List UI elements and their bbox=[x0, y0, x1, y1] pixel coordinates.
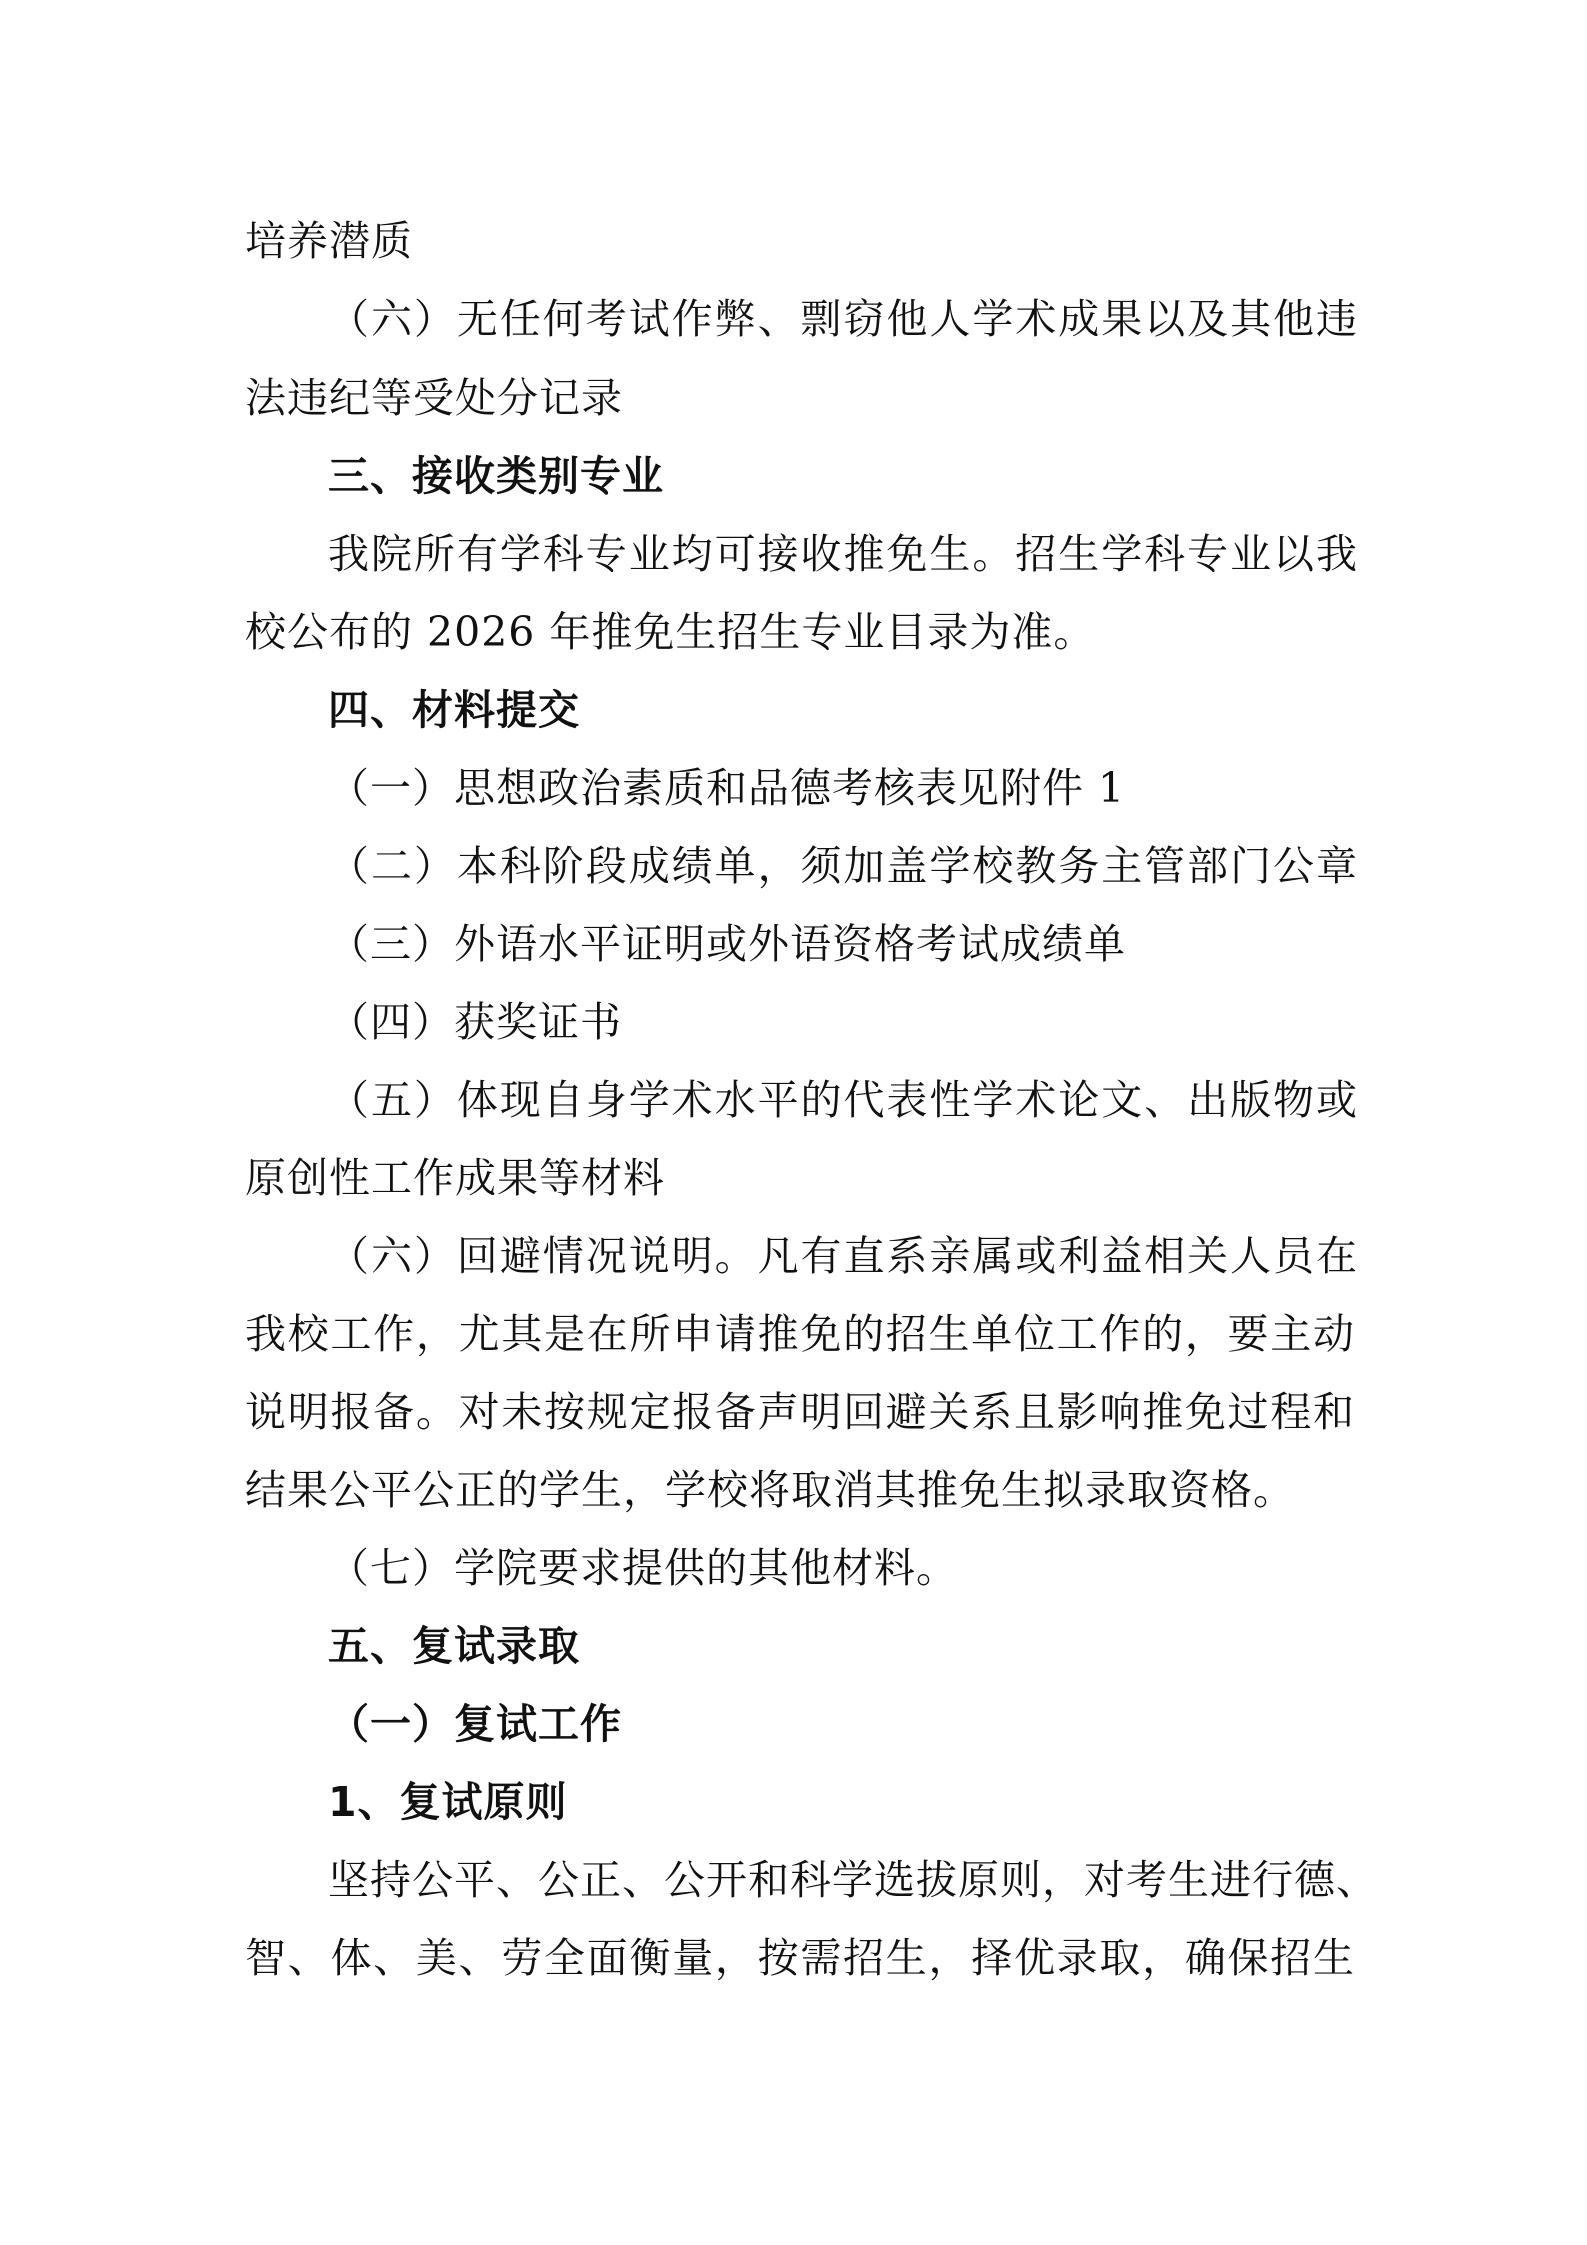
list-item: （一）思想政治素质和品德考核表见附件 1 bbox=[328, 764, 1126, 812]
list-item: （七）学院要求提供的其他材料。 bbox=[328, 1544, 958, 1592]
list-item: （六）回避情况说明。凡有直系亲属或利益相关人员在 bbox=[328, 1232, 1358, 1280]
text-line: 校公布的 2026 年推免生招生专业目录为准。 bbox=[245, 608, 1096, 656]
list-item: （五）体现自身学术水平的代表性学术论文、出版物或 bbox=[328, 1076, 1358, 1124]
subsection-heading: 1、复试原则 bbox=[328, 1778, 568, 1826]
section-heading: 五、复试录取 bbox=[328, 1622, 580, 1670]
text-line: 结果公平公正的学生，学校将取消其推免生拟录取资格。 bbox=[245, 1466, 1295, 1514]
text-line: 说明报备。对未按规定报备声明回避关系且影响推免过程和 bbox=[245, 1388, 1355, 1436]
text-line: 智、体、美、劳全面衡量，按需招生，择优录取，确保招生 bbox=[245, 1934, 1355, 1982]
text-line: 培养潜质 bbox=[245, 217, 413, 265]
text-line: 坚持公平、公正、公开和科学选拔原则，对考生进行德、 bbox=[328, 1856, 1378, 1904]
text-line: 法违纪等受处分记录 bbox=[245, 374, 623, 422]
list-item: （二）本科阶段成绩单，须加盖学校教务主管部门公章 bbox=[328, 842, 1358, 890]
text-line: 我校工作，尤其是在所申请推免的招生单位工作的，要主动 bbox=[245, 1310, 1355, 1358]
subsection-heading: （一）复试工作 bbox=[328, 1700, 622, 1748]
text-line: 原创性工作成果等材料 bbox=[245, 1154, 665, 1202]
section-heading: 三、接收类别专业 bbox=[328, 452, 664, 500]
text-line: （六）无任何考试作弊、剽窃他人学术成果以及其他违 bbox=[328, 295, 1358, 343]
list-item: （四）获奖证书 bbox=[328, 998, 622, 1046]
list-item: （三）外语水平证明或外语资格考试成绩单 bbox=[328, 920, 1126, 968]
text-line: 我院所有学科专业均可接收推免生。招生学科专业以我 bbox=[328, 530, 1358, 578]
section-heading: 四、材料提交 bbox=[328, 686, 580, 734]
